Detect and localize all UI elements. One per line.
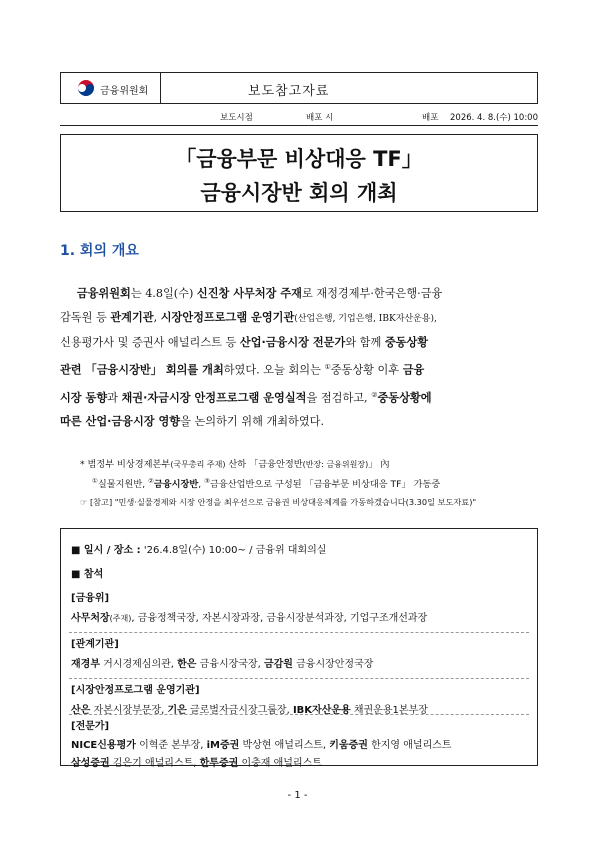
para-bold: 신진창 사무처장 주재 — [196, 287, 302, 300]
para-line — [60, 355, 538, 383]
note-text: 」 內 — [368, 459, 390, 470]
para-text: 중동상황 이후 — [330, 363, 403, 377]
attendee-text: 채권운용1본부장 — [350, 705, 428, 716]
para-bold: 시장 동향 — [60, 391, 108, 405]
group-divider — [69, 632, 529, 633]
para-bold: 금융 — [402, 363, 425, 377]
para-bold: 금융위원회 — [76, 287, 131, 300]
attendee-text: 김은기 애널리스트, — [109, 758, 200, 769]
para-text: 감독원 등 — [60, 311, 111, 324]
attendee-text: 박상현 애널리스트, — [239, 740, 330, 751]
para-text: 하였다. 오늘 회의는 — [223, 363, 325, 377]
attendee-org: 키움증권 — [329, 740, 368, 751]
footnote — [80, 456, 540, 493]
attendee-org: 삼성증권 — [71, 758, 110, 769]
para-bold: 채권·자금시장 안정프로그램 운영실적 — [121, 391, 307, 405]
circled-number: ② — [371, 390, 378, 399]
title-line-2: 금융시장반 회의 개최 — [200, 181, 398, 205]
embargo-line — [60, 104, 538, 126]
group-divider — [69, 678, 529, 679]
note-small: (반장: 금융위원장) — [302, 460, 369, 469]
attendee-text: , 금융정책국장, 자본시장과장, 금융시장분석과장, 기업구조개선과장 — [131, 613, 428, 624]
when-where-value: '26.4.8일(수) 10:00~ / 금융위 대회의실 — [143, 545, 327, 556]
when-where-row — [71, 541, 326, 556]
section-heading: 1. 회의 개요 — [60, 243, 139, 259]
attendee-org: 기은 — [167, 705, 187, 716]
para-bold: 시장안정프로그램 운영기관 — [160, 311, 295, 324]
attendee-org: 한은 — [177, 659, 197, 670]
para-line — [60, 383, 538, 411]
document-type: 보도참고자료 — [248, 84, 330, 99]
embargo-label: 보도시점 — [220, 113, 253, 123]
attendee-group-title: [관계기관] — [71, 639, 119, 650]
para-line — [60, 331, 538, 355]
attendee-org: 금감원 — [263, 659, 293, 670]
para-line — [60, 282, 538, 306]
para-text: 을 논의하기 위해 개최하였다. — [180, 415, 325, 429]
para-bold: 중동상황에 — [377, 391, 432, 405]
attendee-line — [71, 736, 452, 751]
attendee-org: 한투증권 — [199, 758, 239, 769]
group-divider — [69, 714, 529, 715]
circled-number: ① — [324, 363, 331, 371]
attendee-text: 이충재 애널리스트 — [238, 758, 322, 769]
attendee-org: NICE신용평가 — [71, 740, 136, 751]
para-bold: 관련 「금융시장반」 회의를 개최 — [60, 363, 224, 377]
para-text: 을 점검하고, — [306, 391, 372, 405]
attendee-org: 재경부 — [71, 659, 100, 670]
note-text: 금융산업반으로 구성된 「금융부문 비상대응 TF」 가동중 — [209, 479, 441, 491]
note-text: 산하 「금융안정반 — [225, 459, 303, 470]
attendee-note: (주재) — [109, 614, 132, 623]
circled-number: ③ — [204, 477, 210, 485]
para-text: 와 함께 — [345, 336, 385, 349]
para-text: 로 재정경제부·한국은행·금융 — [301, 287, 443, 300]
page-number: - 1 - — [287, 790, 308, 801]
main-paragraph — [60, 282, 538, 434]
attendee-text: 이혁준 본부장, — [135, 740, 207, 751]
attendee-org: IBK자산운용 — [292, 705, 351, 716]
note-text: , — [198, 479, 205, 491]
para-text: , — [153, 311, 161, 324]
para-bold: 따른 산업·금융시장 영향 — [60, 415, 181, 429]
attendee-org: 사무처장 — [71, 613, 110, 624]
reference-note: ☞ [참고] "민생·실물경제와 시장 안정을 최우선으로 금융권 비상대응체계를 가동하겠습니다(3.30일 보도자료)" — [80, 497, 477, 507]
org-name: 금융위원회 — [100, 86, 149, 97]
attendee-line — [71, 655, 373, 670]
header-divider — [160, 72, 161, 104]
attendees-label — [71, 565, 103, 580]
circled-number: ① — [92, 477, 98, 485]
meeting-info-box — [60, 528, 538, 769]
para-line — [60, 306, 538, 331]
para-bold: 관계기관 — [110, 311, 154, 324]
note-small: (국무총리 주재) — [170, 460, 226, 469]
footnote-line-1 — [80, 456, 540, 473]
para-line — [60, 410, 538, 434]
attendee-text: 거시경제심의관, — [99, 659, 178, 670]
attendee-group-title: [전문가] — [71, 721, 110, 732]
footnote-line-2 — [80, 473, 540, 493]
title-box — [60, 134, 538, 212]
note-bold: 금융시장반 — [153, 479, 199, 491]
para-text: 과 — [107, 391, 122, 405]
para-bold: 산업·금융시장 전문가 — [239, 336, 346, 349]
para-small: (산업은행, 기업은행, IBK자산운용), — [294, 314, 437, 324]
attendee-text: 글로벌자금시장그룹장, — [186, 705, 293, 716]
attendee-org: iM증권 — [206, 740, 240, 751]
para-bold: 중동상황 — [384, 336, 429, 349]
attendee-line — [71, 609, 427, 624]
note-text: * 범정부 비상경제본부 — [80, 459, 171, 470]
taegeuk-logo-icon — [76, 78, 96, 98]
note-text: 실물지원반, — [97, 479, 149, 491]
attendee-text: 한지영 애널리스트 — [367, 740, 452, 751]
embargo-value: 배포 시 — [306, 113, 334, 123]
attendee-group-title: [시장안정프로그램 운영기관] — [71, 685, 200, 696]
when-where-label: ■ 일시 / 장소 : — [71, 545, 141, 556]
title-line-1: 「금융부문 비상대응 TF」 — [175, 147, 423, 171]
attendee-group-title: [금융위] — [71, 593, 110, 604]
attendees-label-text: ■ 참석 — [71, 569, 104, 580]
attendee-org: 산은 — [71, 705, 91, 716]
attendee-text: 금융시장국장, — [196, 659, 264, 670]
distribution-value: 2026. 4. 8.(수) 10:00 — [450, 113, 538, 123]
para-text: 신용평가사 및 증권사 애널리스트 등 — [60, 336, 240, 349]
para-text: 는 4.8일(수) — [130, 287, 197, 300]
attendee-text: 자본시장부문장, — [90, 705, 168, 716]
circled-number: ② — [148, 477, 154, 485]
attendee-line — [71, 754, 322, 769]
attendee-text: 금융시장안정국장 — [292, 659, 374, 670]
distribution-label: 배포 — [422, 113, 439, 123]
